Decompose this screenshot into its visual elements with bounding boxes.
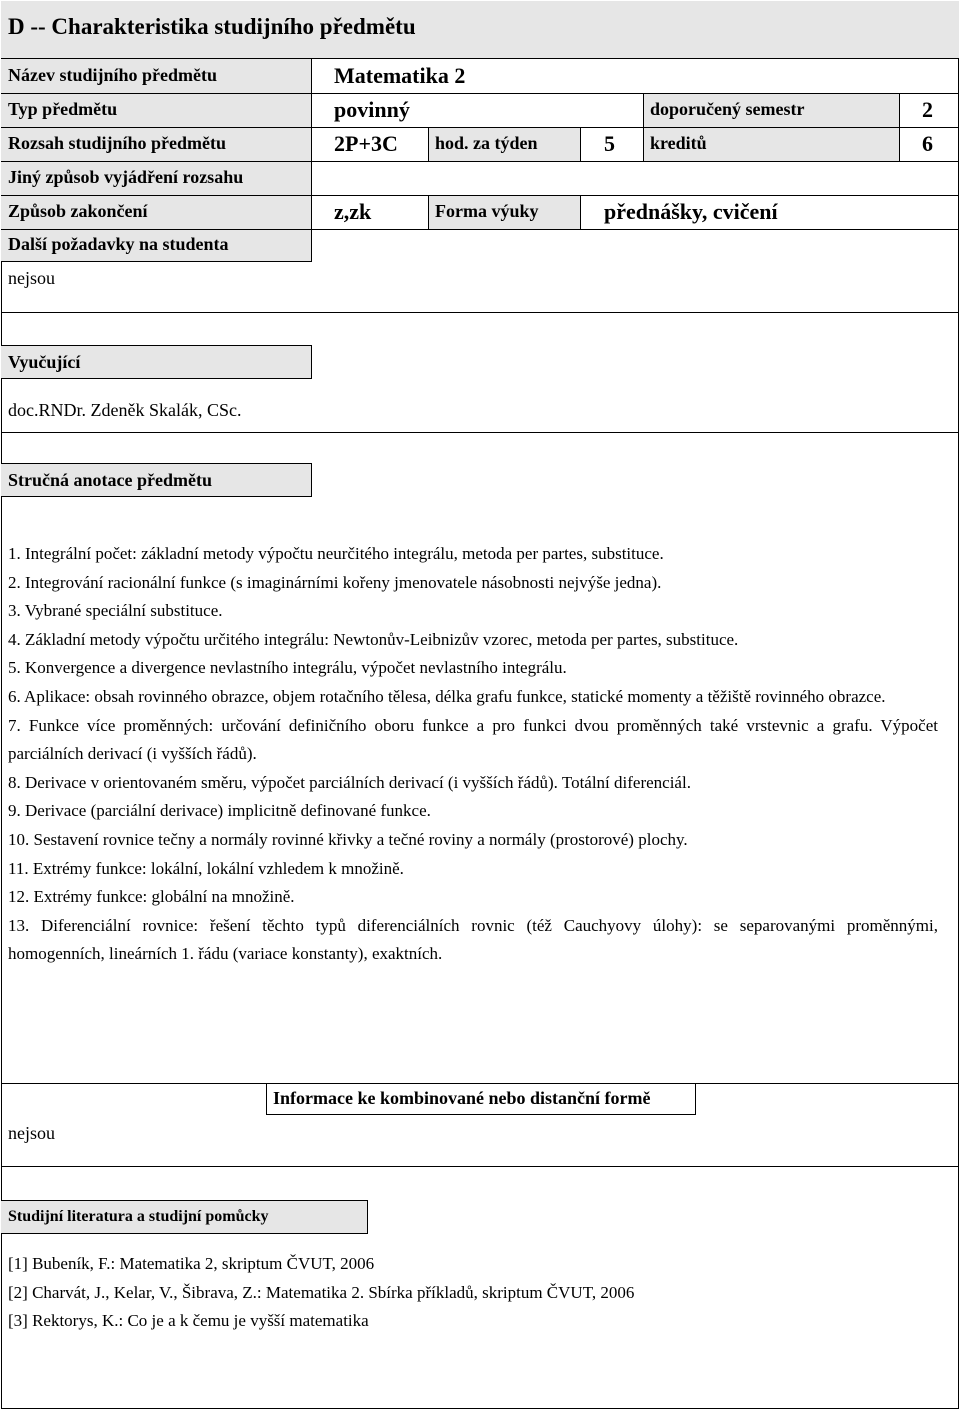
annotation-item: 3. Vybrané speciální substituce. [8,601,223,621]
other-scope-label: Jiný způsob vyjádření rozsahu [8,167,244,187]
annotation-item: 4. Základní metody výpočtu určitého integrálu: Newtonův-Leibnizův vzorec, metoda per partes, substituce. [8,629,739,649]
teachers-value: doc.RNDr. Zdeněk Skalák, CSc. [8,400,242,420]
type-value: povinný [334,97,410,122]
completion-value: z,zk [334,199,372,224]
distance-value: nejsou [8,1123,55,1143]
annotation-item: 5. Konvergence a divergence nevlastního integrálu, výpočet nevlastního integrálu. [8,658,567,678]
literature-item: [2] Charvát, J., Kelar, V., Šibrava, Z.: Matematika 2. Sbírka příkladů, skriptum ČVUT, 2006 [8,1282,635,1302]
completion-label: Způsob zakončení [8,201,148,221]
literature-list [8,1250,634,1336]
teachers-label: Vyučující [8,352,81,372]
annotation-label: Stručná anotace předmětu [8,470,212,490]
hours-label: hod. za týden [435,133,538,153]
annotation-item: 6. Aplikace: obsah rovinného obrazce, objem rotačního tělesa, délka grafu funkce, statické momenty a těžiště rovinného obrazce. [8,686,886,706]
requirements-label: Další požadavky na studenta [8,234,229,254]
annotation-item: 1. Integrální počet: základní metody výpočtu neurčitého integrálu, metoda per partes, substituce. [8,544,664,563]
label-column [1,59,311,261]
semester-value: 2 [922,97,933,122]
scope-value: 2P+3C [334,131,398,156]
semester-label: doporučený semestr [650,99,805,119]
page-title: D -- Charakteristika studijního předmětu [8,14,416,39]
hours-value: 5 [604,131,615,156]
type-label: Typ předmětu [8,99,118,119]
annotation-item: 8. Derivace v orientovaném směru, výpočet parciálních derivací (i vyšších řádů). Totální diferenciál. [8,772,691,792]
annotation-item: 9. Derivace (parciální derivace) implicitně definované funkce. [8,801,431,821]
annotation-item: 11. Extrémy funkce: lokální, lokální vzhledem k množině. [8,858,404,878]
literature-item: [3] Rektorys, K.: Co je a k čemu je vyšší matematika [8,1311,369,1330]
annotation-item: 7. Funkce více proměnných: určování definičního oboru funkce a pro funkci dvou proměnných také vrstevnic a grafu. Výpočet parciálních derivací (i vyšších řádů). [8,715,938,764]
literature-label: Studijní literatura a studijní pomůcky [8,1208,269,1225]
credits-label: kreditů [650,133,707,153]
form-label: Forma výuky [435,201,539,221]
requirements-value: nejsou [8,268,55,288]
annotation-item: 12. Extrémy funkce: globální na množině. [8,887,295,907]
form-value: přednášky, cvičení [604,199,778,224]
annotation-list [8,540,938,969]
credits-value: 6 [922,131,933,156]
name-value: Matematika 2 [334,63,466,88]
annotation-item: 10. Sestavení rovnice tečny a normály rovinné křivky a tečné roviny a normály (prostorové) plochy. [8,829,688,849]
scope-label: Rozsah studijního předmětu [8,133,227,153]
name-label: Název studijního předmětu [8,65,218,85]
literature-item: [1] Bubeník, F.: Matematika 2, skriptum ČVUT, 2006 [8,1254,375,1273]
annotation-item: 2. Integrování racionální funkce (s imaginárními kořeny jmenovatele násobnosti nejvýše jedna). [8,572,662,592]
distance-label: Informace ke kombinované nebo distanční formě [273,1088,651,1108]
annotation-item: 13. Diferenciální rovnice: řešení těchto typů diferenciálních rovnic (též Cauchyovy úlohy): se separovanými proměnnými, homogenních, lineárních 1. řádu (variace konstanty), exaktních. [8,915,938,964]
